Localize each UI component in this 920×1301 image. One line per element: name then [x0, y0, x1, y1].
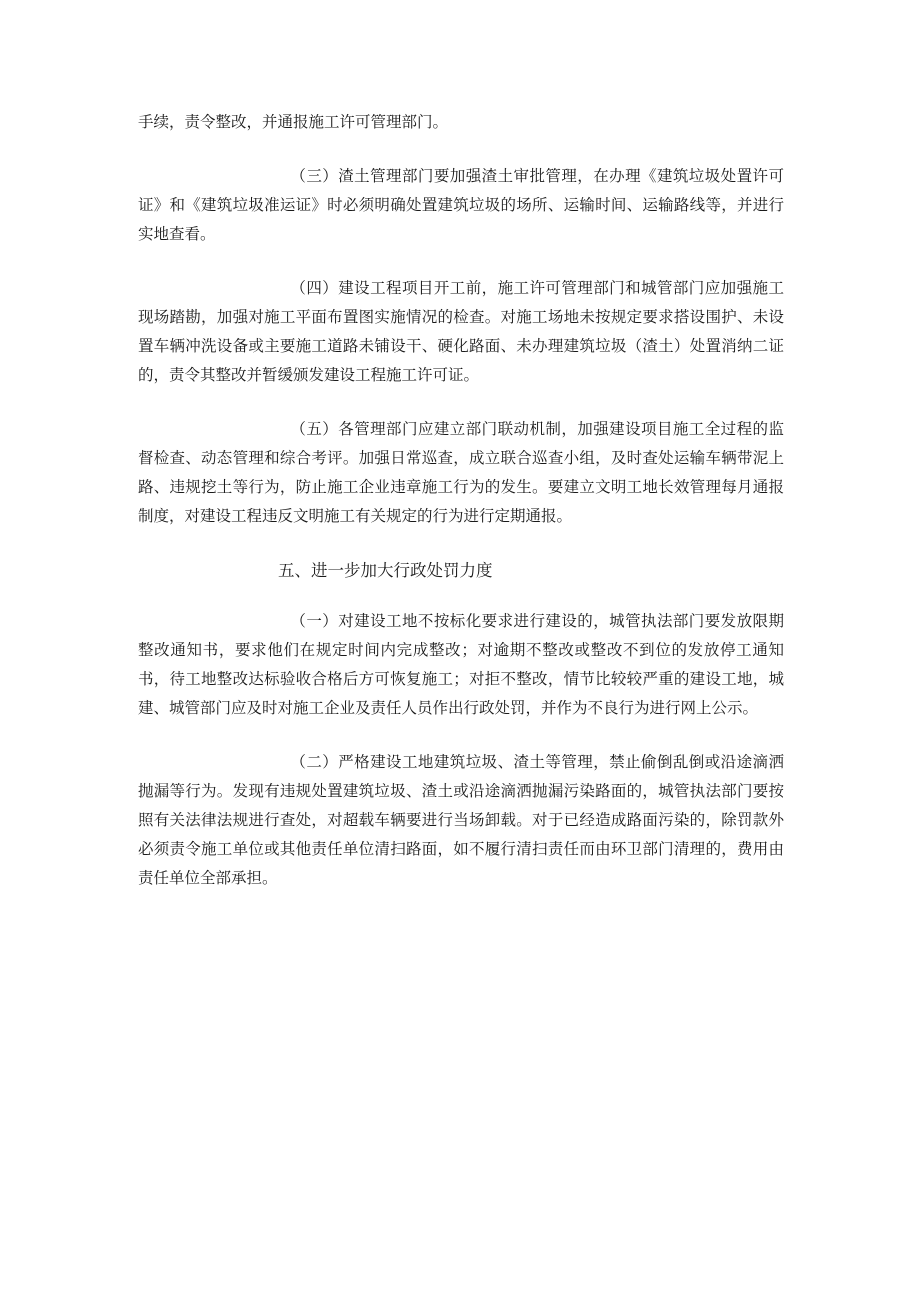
paragraph-item-4 [138, 274, 784, 390]
paragraph-item-5 [138, 415, 784, 531]
paragraph-text: （四）建设工程项目开工前，施工许可管理部门和城管部门应加强施工现场踏勘，加强对施工平面布置图实施情况的检查。对施工场地未按规定要求搭设围护、未设置车辆冲洗设备或主要施工道路未铺设干、硬化路面、未办理建筑垃圾（渣土）处置消纳二证的，责令其整改并暂缓颁发建设工程施工许可证。 [138, 279, 784, 384]
paragraph-text: 手续，责令整改，并通报施工许可管理部门。 [138, 113, 449, 131]
paragraph-text: （三）渣土管理部门要加强渣土审批管理，在办理《建筑垃圾处置许可证》和《建筑垃圾准运证》时必须明确处置建筑垃圾的场所、运输时间、运输路线等，并进行实地查看。 [138, 167, 784, 243]
paragraph-text: （五）各管理部门应建立部门联动机制，加强建设项目施工全过程的监督检查、动态管理和综合考评。加强日常巡查，成立联合巡查小组，及时查处运输车辆带泥上路、违规挖土等行为，防止施工企业违章施工行为的发生。要建立文明工地长效管理每月通报制度，对建设工程违反文明施工有关规定的行为进行定期通报。 [138, 420, 784, 525]
section-paragraph-1 [138, 607, 784, 723]
paragraph-text: （二）严格建设工地建筑垃圾、渣土等管理，禁止偷倒乱倒或沿途滴洒抛漏等行为。发现有违规处置建筑垃圾、渣土或沿途滴洒抛漏污染路面的，城管执法部门要按照有关法律法规进行查处，对超载车辆要进行当场卸载。对于已经造成路面污染的，除罚款外必须责令施工单位或其他责任单位清扫路面，如不履行清扫责任而由环卫部门清理的，费用由责任单位全部承担。 [138, 753, 784, 887]
paragraph-text: （一）对建设工地不按标化要求进行建设的，城管执法部门要发放限期整改通知书，要求他们在规定时间内完成整改；对逾期不整改或整改不到位的发放停工通知书，待工地整改达标验收合格后方可恢复施工；对拒不整改，情节比较较严重的建设工地，城建、城管部门应及时对施工企业及责任人员作出行政处罚，并作为不良行为进行网上公示。 [138, 612, 784, 717]
paragraph-continuation [138, 108, 784, 137]
document-body [138, 108, 784, 918]
section-paragraph-2 [138, 748, 784, 893]
paragraph-item-3 [138, 162, 784, 249]
section-heading: 五、进一步加大行政处罚力度 [278, 561, 493, 580]
